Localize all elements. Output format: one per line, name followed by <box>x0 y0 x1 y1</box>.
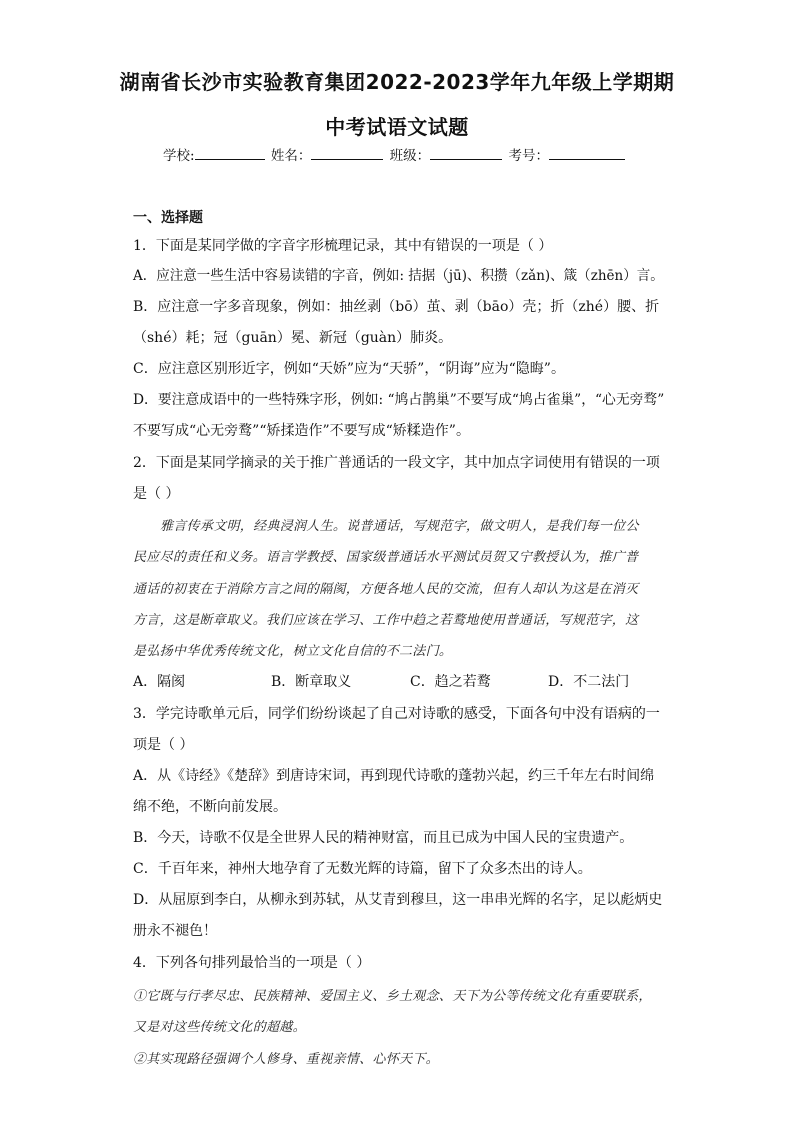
school-blank <box>195 147 265 160</box>
q2-stem-line1: 2．下面是某同学摘录的关于推广普通话的一段文字，其中加点字词使用有错误的一项 <box>133 455 660 471</box>
q2-passage-line2: 民应尽的责任和义务。语言学教授、国家级普通话水平测试员贺又宁教授认为，推广普 <box>133 550 639 565</box>
q3-option-b: B．今天，诗歌不仅是全世界人民的精神财富，而且已成为中国人民的宝贵遗产。 <box>133 830 634 846</box>
q3-stem-line1: 3．学完诗歌单元后，同学们纷纷谈起了自己对诗歌的感受，下面各句中没有语病的一 <box>133 706 660 722</box>
q3-option-c: C．千百年来，神州大地孕育了无数光辉的诗篇，留下了众多杰出的诗人。 <box>133 861 592 877</box>
q1-option-b-line2: （shé）耗；冠（guān）冕、新冠（guàn）肺炎。 <box>133 330 453 346</box>
q1-option-b-line1: B．应注意一字多音现象，例如：抽丝剥（bō）茧、剥（bāo）壳；折（zhé）腰、折 <box>133 299 660 315</box>
q2-passage-line4: 方言，这是断章取义。我们应该在学习、工作中趋之若鹜地使用普通话，写规范字，这 <box>133 613 639 628</box>
q4-sentence2: ②其实现路径强调个人修身、重视亲情、心怀天下。 <box>133 1052 439 1067</box>
q3-option-d-line1: D．从屈原到李白，从柳永到苏轼，从艾青到穆旦，这一串串光辉的名字，足以彪炳史 <box>133 892 663 908</box>
name-label: 姓名： <box>270 148 312 164</box>
q3-option-a-line2: 绵不绝，不断向前发展。 <box>133 799 287 815</box>
q2-option-d: D．不二法门 <box>548 674 630 690</box>
exam-title-line1: 湖南省长沙市实验教育集团2022-2023学年九年级上学期期 <box>119 70 675 94</box>
q1-option-a: A．应注意一些生活中容易读错的字音，例如: 拮据（jū)、积攒（zǎn)、箴（zhēn）言。 <box>133 268 664 284</box>
q2-option-a: A．隔阂 <box>133 674 186 690</box>
class-label: 班级： <box>389 148 431 164</box>
section-heading-choice: 一、选择题 <box>133 210 203 226</box>
q2-passage-line1: 雅言传承文明，经典浸润人生。说普通话，写规范字，做文明人，是我们每一位公 <box>160 519 639 534</box>
q2-option-c: C．趋之若鹜 <box>410 674 491 690</box>
q1-option-d-line2: 不要写成“心无旁鹜”“矫揉造作”不要写成“矫糅造作”。 <box>133 423 470 439</box>
q3-option-d-line2: 册永不褪色！ <box>133 923 217 939</box>
q4-sentence1-line1: ①它既与行孝尽忠、民族精神、爱国主义、乡土观念、天下为公等传统文化有重要联系， <box>133 989 652 1004</box>
exam-title-line2: 中考试语文试题 <box>325 115 469 139</box>
q1-option-c: C．应注意区别形近字，例如“天娇”应为“天骄”，“阴诲”应为“隐晦”。 <box>133 361 565 377</box>
name-blank <box>311 147 383 160</box>
q1-stem: 1．下面是某同学做的字音字形梳理记录，其中有错误的一项是（ ） <box>133 238 553 254</box>
q2-passage-line5: 是弘扬中华优秀传统文化，树立文化自信的不二法门。 <box>133 644 453 659</box>
q3-stem-line2: 项是（ ） <box>133 737 194 753</box>
class-blank <box>430 147 502 160</box>
number-label: 考号： <box>508 148 549 164</box>
q1-option-d-line1: D．要注意成语中的一些特殊字形，例如: “鸠占鹊巢”不要写成“鸠占雀巢”，“心无旁骛” <box>133 392 665 408</box>
q3-option-a-line1: A．从《诗经》《楚辞》到唐诗宋词，再到现代诗歌的蓬勃兴起，约三千年左右时间绵 <box>133 768 655 784</box>
number-blank <box>549 147 625 160</box>
student-info-row <box>163 144 625 164</box>
q2-option-b: B．断章取义 <box>271 674 352 690</box>
school-label: 学校: <box>163 148 195 164</box>
q4-sentence1-line2: 又是对这些传统文化的超越。 <box>133 1020 306 1035</box>
q2-stem-line2: 是（ ） <box>133 486 180 502</box>
q2-passage-line3: 通话的初衷在于消除方言之间的隔阂，方便各地人民的交流，但有人却认为这是在消灭 <box>133 582 639 597</box>
q4-stem: 4．下列各句排列最恰当的一项是（ ） <box>133 955 371 971</box>
